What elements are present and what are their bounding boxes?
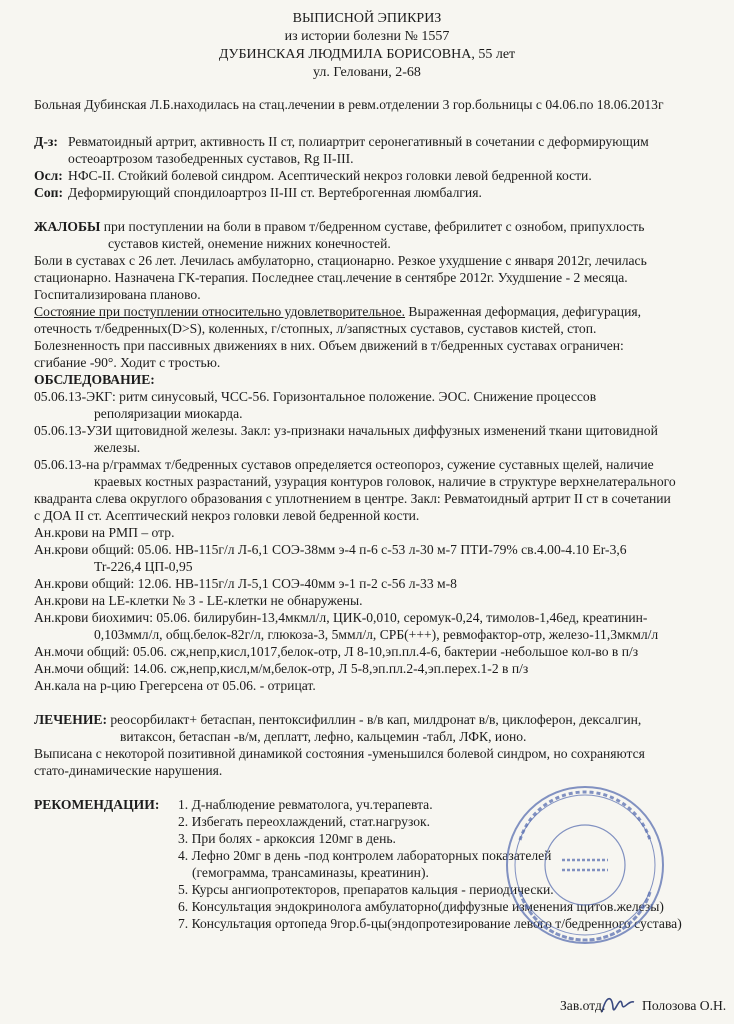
status-label: Состояние при поступлении [34,304,202,319]
status-line-3: Болезненность при пассивных движениях в них. Объем движений в т/бедренных суставах ограничен: [34,338,624,353]
exam-line: Ан.крови общий: 12.06. НВ-115г/л Л-5,1 СОЭ-40мм э-1 п-2 с-56 л-33 м-8 [34,576,457,591]
exam-line: Ан.мочи общий: 05.06. сж,непр,кисл,1017,белок-отр, Л 8-10,эп.пл.4-6, бактерии -небольшое кол-во в п/з [34,644,639,659]
status-value: относительно удовлетворительное. [201,304,406,319]
exam-line: железы. [94,440,141,455]
handwritten-signature [598,990,638,1020]
exam-line: 05.06.13-на р/граммах т/бедренных суставов определяется остеопороз, сужение суставных щелей, наличие [34,457,654,472]
patient-address: ул. Геловани, 2-68 [313,65,421,80]
exam-line: Ан.кала на р-цию Грегерсена от 05.06. - отрицат. [34,678,316,693]
anamnesis-line-3: Госпитализирована планово. [34,287,201,302]
recommendation-item: 7. Консультация ортопеда 9гор.б-цы(эндопротезирование левого т/бедренного сустава) [178,916,682,931]
exam-label: ОБСЛЕДОВАНИЕ: [34,372,155,387]
signature-role: Зав.отд. [560,998,606,1013]
exam-line: 0,103ммл/л, общ.белок-82г/л, глюкоза-3, 5ммл/л, СРБ(+++), ревмофактор-отр, железо-11,3мкмл/л [94,627,659,642]
recommendation-item: 2. Избегать переохлаждений, стат.нагрузок. [178,814,431,829]
complications-label: Осл: [34,168,63,183]
diagnosis-line-1: Ревматоидный артрит, активность II ст, полиартрит серонегативный в сочетании с деформирующим [68,134,649,149]
recommendation-item: 4. Лефно 20мг в день -под контролем лабораторных показателей [178,848,552,863]
anamnesis-line-1: Боли в суставах с 26 лет. Лечилась амбулаторно, стационарно. Резкое ухудшение с января 2012г, лечилась [34,253,647,268]
intro-line: Больная Дубинская Л.Б.находилась на стац.лечении в ревм.отделении 3 гор.больницы с 04.06.по 18.06.2013г [34,97,664,112]
complaints-line-2: суставов кистей, онемение нижних конечностей. [108,236,391,251]
complaints-label: ЖАЛОБЫ [34,219,101,234]
diagnosis-line-2: остеоартрозом тазобедренных суставов, Rg II-III. [68,151,354,166]
recommendation-item: 6. Консультация эндокринолога амбулаторно(диффузные изменения щитов.железы) [178,899,664,914]
comorbidity-text: Деформирующий спондилоартроз II-III ст. Вертеброгенная люмбалгия. [68,185,482,200]
complaints-line-1: ЖАЛОБЫ при поступлении на боли в правом т/бедренном суставе, фебрилитет с ознобом, припухлость [34,219,645,234]
recommendations-label: РЕКОМЕНДАЦИИ: [34,797,160,812]
round-stamp [500,780,670,950]
exam-line: Ан.крови на LE-клетки № 3 - LE-клетки не обнаружены. [34,593,363,608]
diagnosis-label: Д-з: [34,134,58,149]
complications-text: НФС-II. Стойкий болевой синдром. Асептический некроз головки левой бедренной кости. [68,168,592,183]
treatment-line-1: ЛЕЧЕНИЕ: реосорбилакт+ бетаспан, пентоксифиллин - в/в кап, милдронат в/в, циклоферон, дексалгин, [34,712,642,727]
treatment-line-2: витаксон, бетаспан -в/м, деплатт, лефно, кальцемин -табл, ЛФК, ионо. [120,729,527,744]
exam-line: Ан.крови общий: 05.06. НВ-115г/л Л-6,1 СОЭ-38мм э-4 п-6 с-53 л-30 м-7 ПТИ-79% св.4.00-4.10 Er-3,6 [34,542,627,557]
exam-line: Ан.крови биохимич: 05.06. билирубин-13,4мкмл/л, ЦИК-0,010, серомук-0,24, тимолов-1,46ед, креатинин- [34,610,648,625]
treatment-label: ЛЕЧЕНИЕ: [34,712,107,727]
exam-line: краевых костных разрастаний, узурация контуров головок, наличие в структуре верхнелатерального [94,474,676,489]
exam-line: Ан.крови на РМП – отр. [34,525,175,540]
patient-name: ДУБИНСКАЯ ЛЮДМИЛА БОРИСОВНА, 55 лет [218,47,516,62]
status-line-2: отечность т/бедренных(D>S), коленных, г/стопных, л/запястных суставов, суставов кистей, стоп. [34,321,597,336]
recommendation-item: 5. Курсы ангиопротекторов, препаратов кальция - периодически. [178,882,554,897]
status-line-1: Состояние при поступлении относительно удовлетворительное. Выраженная деформация, дефигурация, [34,304,641,319]
status-line-4: сгибание -90°. Ходит с тростью. [34,355,221,370]
exam-line: с ДОА II ст. Асептический некроз головки левой бедренной кости. [34,508,420,523]
signature-name: Полозова О.Н. [642,998,727,1013]
anamnesis-line-2: стационарно. Назначена ГК-терапия. Последнее стац.лечение в сентябре 2012г. Ухудшение - 2 месяца. [34,270,628,285]
exam-line: Tr-226,4 ЦП-0,95 [94,559,193,574]
exam-line: 05.06.13-ЭКГ: ритм синусовый, ЧСС-56. Горизонтальное положение. ЭОС. Снижение процессов [34,389,597,404]
case-number: из истории болезни № 1557 [284,29,450,44]
comorbidity-label: Соп: [34,185,63,200]
exam-line: 05.06.13-УЗИ щитовидной железы. Закл: уз-признаки начальных диффузных изменений ткани щитовидной [34,423,658,438]
recommendation-item: (гемограмма, трансаминазы, креатинин). [192,865,429,880]
recommendation-item: 1. Д-наблюдение ревматолога, уч.терапевта. [178,797,433,812]
exam-line: Ан.мочи общий: 14.06. сж,непр,кисл,м/м,белок-отр, Л 5-8,эп.пл.2-4,эп.перех.1-2 в п/з [34,661,529,676]
discharge-line-1: Выписана с некоторой позитивной динамикой состояния -уменьшился болевой синдром, но сохраняются [34,746,645,761]
exam-line: квадранта слева округлого образования с уплотнением в центре. Закл: Ревматоидный артрит II ст в сочетании [34,491,671,506]
exam-line: реполяризации миокарда. [94,406,243,421]
recommendation-item: 3. При болях - аркоксия 120мг в день. [178,831,396,846]
discharge-line-2: стато-динамические нарушения. [34,763,223,778]
document-title: ВЫПИСНОЙ ЭПИКРИЗ [292,11,442,26]
